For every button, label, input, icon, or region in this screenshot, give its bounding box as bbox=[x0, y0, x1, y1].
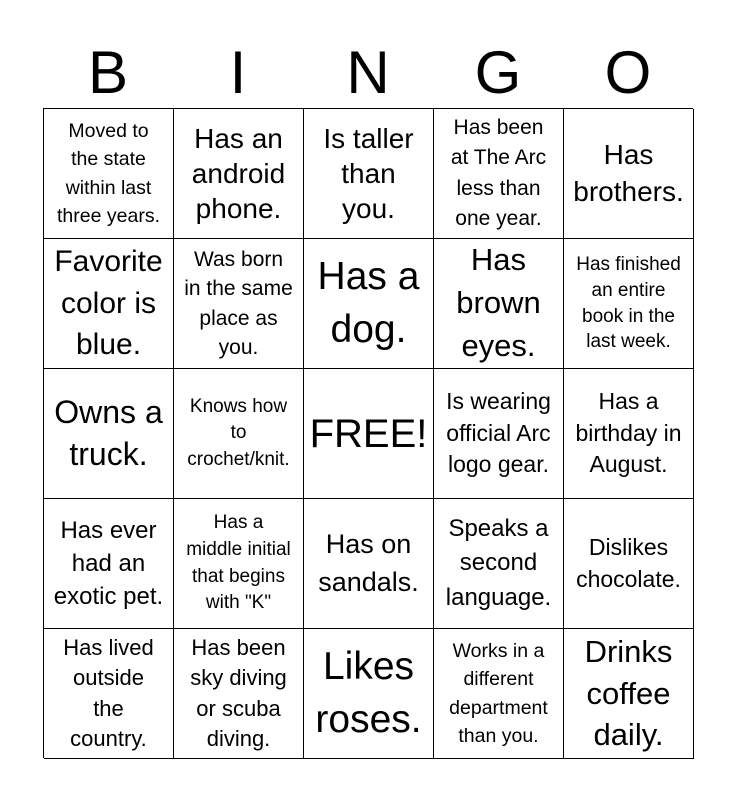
cell-text: Owns a truck. bbox=[54, 393, 163, 472]
cell-text: Has lived outside the country. bbox=[63, 634, 154, 751]
bingo-cell[interactable] bbox=[44, 109, 174, 239]
bingo-cell[interactable] bbox=[434, 369, 564, 499]
cell-text: Has a birthday in August. bbox=[575, 387, 682, 478]
bingo-cell[interactable] bbox=[174, 239, 304, 369]
cell-text: Has been at The Arc less than one year. bbox=[450, 115, 547, 230]
bingo-cell[interactable] bbox=[174, 499, 304, 629]
cell-text: Is taller than you. bbox=[323, 123, 414, 224]
cell-text: Has a middle initial that begins with "K" bbox=[186, 511, 291, 614]
bingo-cell[interactable] bbox=[304, 109, 434, 239]
cell-text: Speaks a second language. bbox=[445, 515, 552, 611]
cell-text: Has been sky diving or scuba diving. bbox=[190, 634, 287, 751]
cell-text: Moved to the state within last three years. bbox=[57, 119, 160, 227]
cell-text: Has ever had an exotic pet. bbox=[53, 516, 164, 611]
header-letter-b: B bbox=[87, 39, 129, 106]
cell-text: Has brown eyes. bbox=[456, 242, 541, 363]
bingo-cell[interactable] bbox=[434, 239, 564, 369]
cell-text: Has brothers. bbox=[573, 139, 684, 207]
header-letter-g: G bbox=[474, 39, 522, 106]
bingo-cell[interactable] bbox=[434, 629, 564, 759]
cell-text: Is wearing official Arc logo gear. bbox=[446, 387, 551, 478]
bingo-cell[interactable] bbox=[564, 369, 694, 499]
cell-text: Likes roses. bbox=[315, 644, 422, 741]
bingo-cell[interactable] bbox=[44, 629, 174, 759]
bingo-cell[interactable] bbox=[174, 109, 304, 239]
bingo-cell[interactable] bbox=[564, 499, 694, 629]
bingo-cell[interactable] bbox=[304, 239, 434, 369]
header-letter-i: I bbox=[229, 39, 247, 106]
bingo-cell[interactable] bbox=[434, 109, 564, 239]
cell-text: Drinks coffee daily. bbox=[584, 633, 673, 753]
bingo-cell[interactable] bbox=[564, 109, 694, 239]
cell-text: Dislikes chocolate. bbox=[576, 533, 681, 592]
bingo-header bbox=[43, 38, 693, 108]
header-letter-o: O bbox=[604, 39, 652, 106]
bingo-cell[interactable] bbox=[174, 629, 304, 759]
bingo-cell[interactable] bbox=[44, 499, 174, 629]
bingo-cell[interactable] bbox=[434, 499, 564, 629]
header-letter-n: N bbox=[346, 39, 390, 106]
cell-text: Knows how to crochet/knit. bbox=[187, 396, 290, 470]
bingo-board bbox=[43, 108, 693, 758]
cell-text: Works in a different department than you. bbox=[449, 639, 548, 747]
cell-text: Favorite color is blue. bbox=[54, 245, 163, 362]
bingo-cell[interactable] bbox=[44, 369, 174, 499]
cell-text: Has on sandals. bbox=[318, 528, 419, 597]
bingo-cell[interactable] bbox=[304, 499, 434, 629]
free-space-cell[interactable] bbox=[304, 369, 434, 499]
cell-text: Has a dog. bbox=[317, 254, 420, 351]
cell-text: Has an android phone. bbox=[191, 123, 286, 224]
cell-text: Was born in the same place as you. bbox=[184, 247, 293, 359]
cell-text: Has finished an entire book in the last week. bbox=[576, 254, 681, 353]
bingo-cell[interactable] bbox=[564, 629, 694, 759]
free-space-text: FREE! bbox=[309, 411, 428, 456]
bingo-cell[interactable] bbox=[304, 629, 434, 759]
bingo-cell[interactable] bbox=[174, 369, 304, 499]
bingo-cell[interactable] bbox=[564, 239, 694, 369]
bingo-cell[interactable] bbox=[44, 239, 174, 369]
